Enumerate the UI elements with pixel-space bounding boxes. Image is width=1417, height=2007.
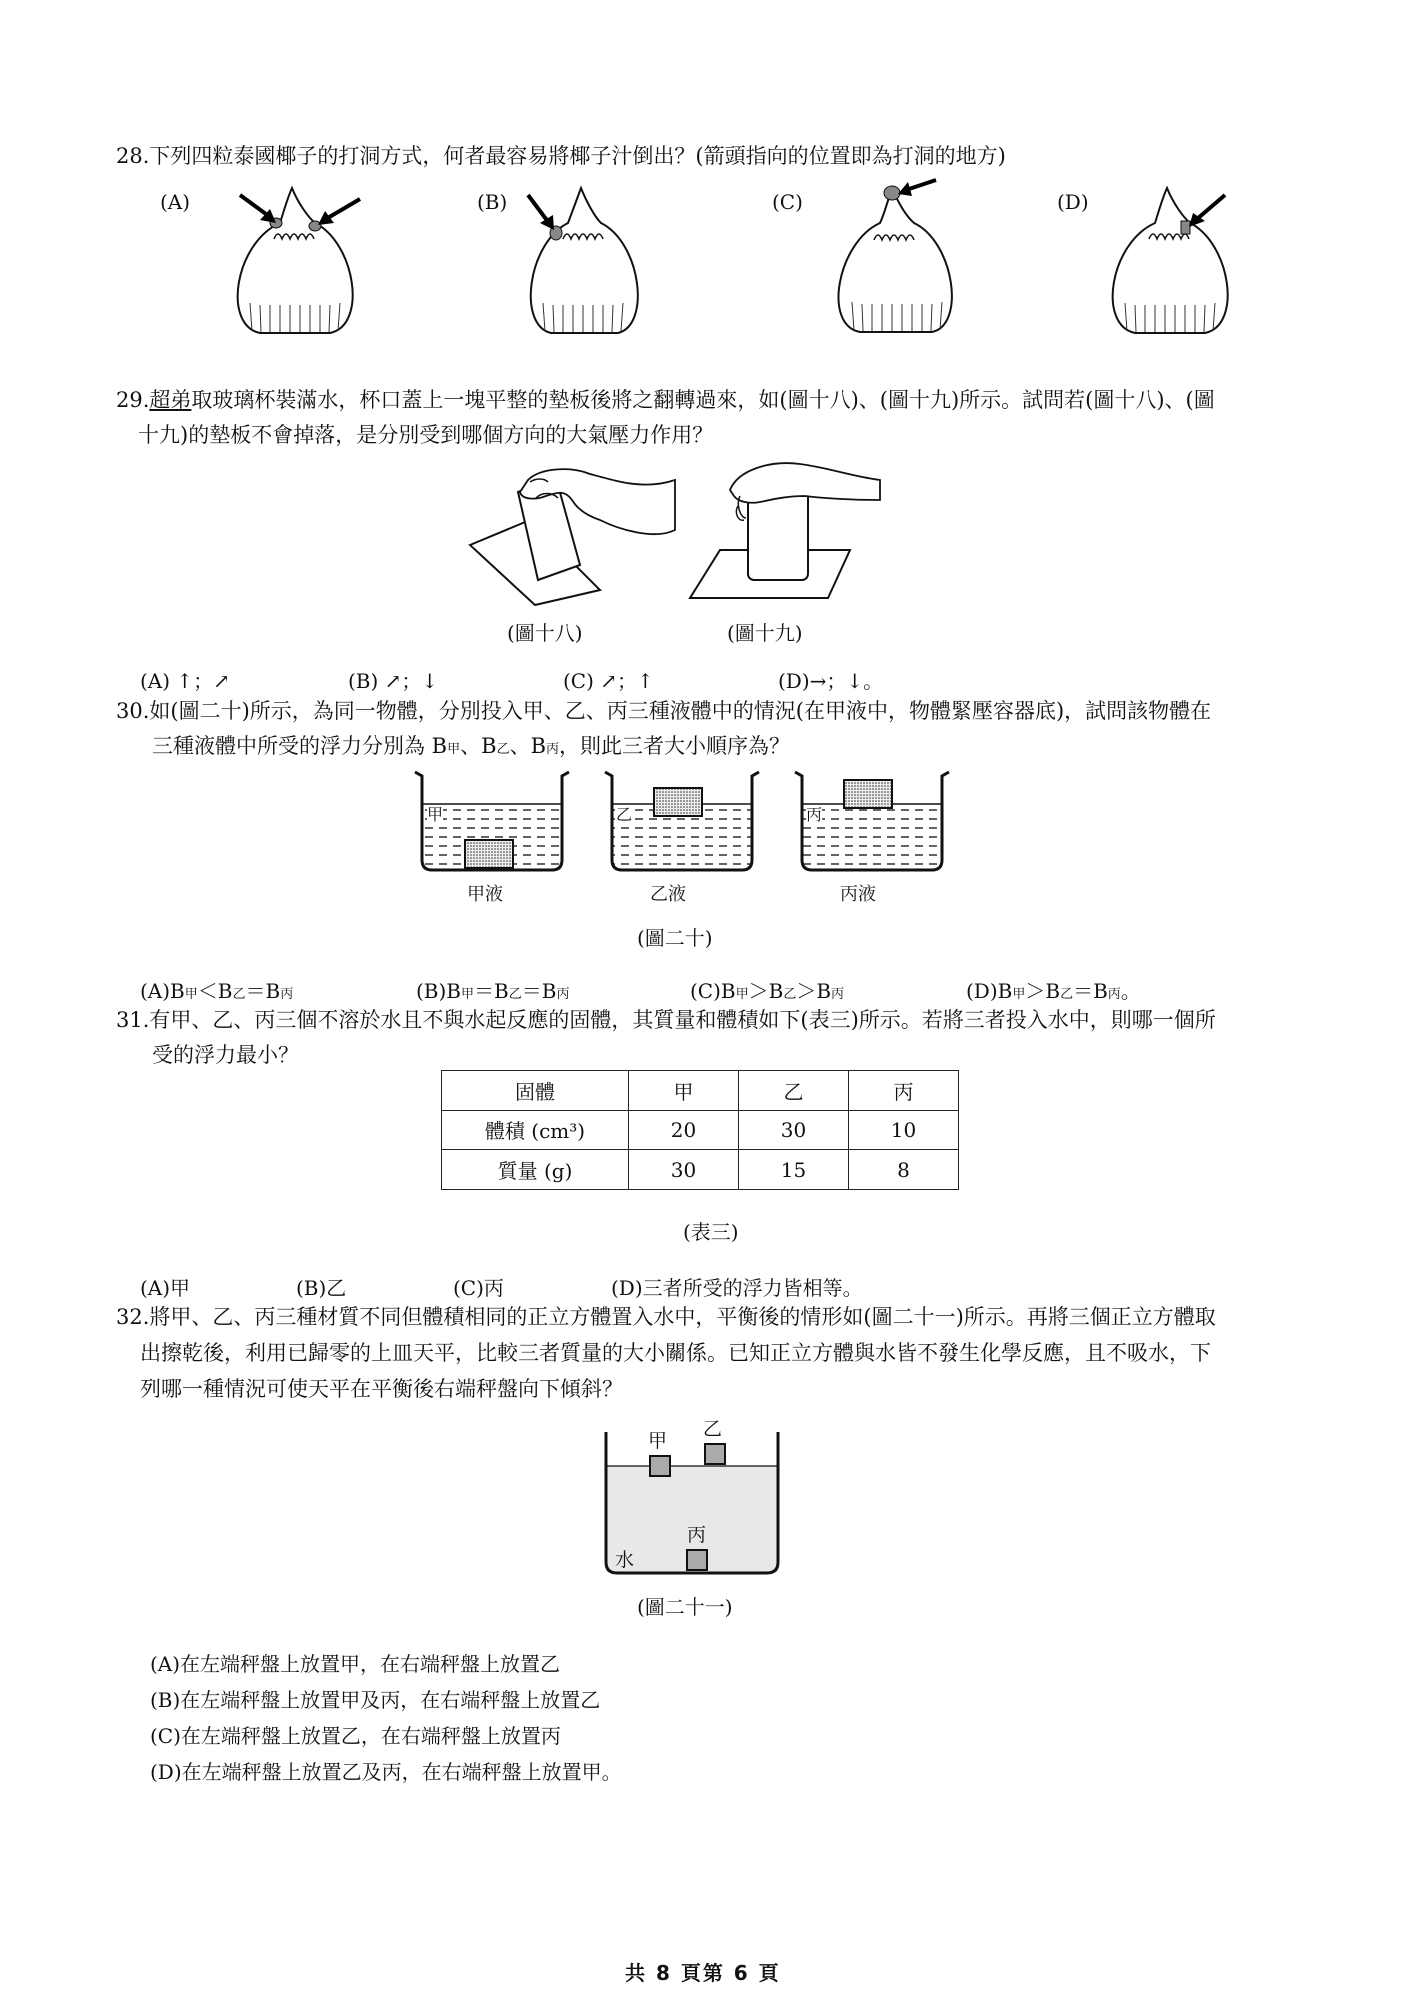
q30-option-c[interactable]: (C)B甲＞B乙＞B丙 [690,979,845,1003]
q32-option-a[interactable]: (A)在左端秤盤上放置甲，在右端秤盤上放置乙 [150,1652,561,1676]
coconut-a-figure [230,185,390,335]
water-label: 水 [615,1549,635,1571]
coconut-d-figure [1105,185,1265,335]
q29-option-a[interactable]: (A) ↑；↗ [140,669,230,693]
q30-line2: 三種液體中所受的浮力分別為 B甲、B乙、B丙，則此三者大小順序為？ [152,734,791,758]
table-3 [441,1070,959,1190]
table-row [442,1110,959,1150]
q32-line1: 32.將甲、乙、丙三種材質不同但體積相同的正立方體置入水中，平衡後的情形如(圖二十一)所示。再將三個正立方體取 [116,1305,1216,1329]
q29-option-d[interactable]: (D)→；↓。 [778,669,884,693]
table-header-cell: 甲 [629,1071,739,1111]
q30-option-a[interactable]: (A)B甲＜B乙＝B丙 [140,979,294,1003]
page-footer: 共 8 頁第 6 頁 [625,1961,781,1985]
fig18-caption: (圖十八) [507,621,583,645]
container-label-yi: 乙 [616,805,633,824]
q30-option-b[interactable]: (B)B甲＝B乙＝B丙 [416,979,570,1003]
q28-label-a: (A) [160,190,191,214]
q31-option-a[interactable]: (A)甲 [140,1276,191,1300]
table-cell: 15 [739,1150,849,1190]
q28-label-d: (D) [1057,190,1089,214]
table-cell: 20 [629,1110,739,1150]
q29-line1 [116,383,1215,417]
q32-line3: 列哪一種情況可使天平在平衡後右端秤盤向下傾斜？ [140,1377,623,1401]
table-cell: 體積 (cm³) [442,1110,629,1150]
table-cell: 8 [849,1150,959,1190]
q29-line1-text: 取玻璃杯裝滿水，杯口蓋上一塊平整的墊板後將之翻轉過來，如(圖十八)、(圖十九)所示。試問若(圖十八)、(圖 [191,388,1215,412]
liquid-label-yi: 乙液 [650,884,686,905]
table-row [442,1071,959,1111]
table-cell: 30 [629,1150,739,1190]
cube-label-yi: 乙 [703,1418,723,1440]
q30-option-d[interactable]: (D)B甲＞B乙＝B丙。 [966,979,1141,1003]
q32-option-d[interactable]: (D)在左端秤盤上放置乙及丙，在右端秤盤上放置甲。 [150,1760,622,1784]
q31-option-b[interactable]: (B)乙 [296,1276,347,1300]
q32-option-c[interactable]: (C)在左端秤盤上放置乙，在右端秤盤上放置丙 [150,1724,561,1748]
q30-line1: 30.如(圖二十)所示，為同一物體，分別投入甲、乙、丙三種液體中的情況(在甲液中，物體緊壓容器底)，試問該物體在 [116,699,1212,723]
q31-option-c[interactable]: (C)丙 [453,1276,504,1300]
coconut-c-figure [828,180,988,330]
q31-line1: 31.有甲、乙、丙三個不溶於水且不與水起反應的固體，其質量和體積如下(表三)所示。若將三者投入水中，則哪一個所 [116,1008,1216,1032]
q29-person-name: 超弟 [149,388,192,412]
coconut-b-figure [523,185,663,335]
table-header-cell: 乙 [739,1071,849,1111]
cube-label-jia: 甲 [648,1430,668,1452]
fig19-caption: (圖十九) [727,621,803,645]
q29-line2: 十九)的墊板不會掉落，是分別受到哪個方向的大氣壓力作用？ [138,423,714,447]
figure-19 [690,460,890,600]
liquid-label-jia: 甲液 [467,884,503,905]
fig21-caption: (圖二十一) [637,1595,733,1619]
container-label-jia: 甲 [427,805,444,824]
table-header-cell: 丙 [849,1071,959,1111]
q32-option-b[interactable]: (B)在左端秤盤上放置甲及丙，在右端秤盤上放置乙 [150,1688,601,1712]
cube-label-bing: 丙 [687,1524,707,1546]
q29-option-c[interactable]: (C) ↗；↑ [563,669,654,693]
table-header-cell: 固體 [442,1071,629,1111]
q31-option-d[interactable]: (D)三者所受的浮力皆相等。 [611,1276,863,1300]
q31-line2: 受的浮力最小？ [152,1043,299,1067]
fig20-caption: (圖二十) [637,926,713,950]
q28-text: 28.下列四粒泰國椰子的打洞方式，何者最容易將椰子汁倒出？(箭頭指向的位置即為打洞的地方) [116,144,1006,168]
table-cell: 30 [739,1110,849,1150]
table-row [442,1150,959,1190]
table-cell: 質量 (g) [442,1150,629,1190]
q28-label-c: (C) [772,190,803,214]
figure-18 [470,470,680,605]
table3-caption: (表三) [683,1220,739,1244]
q29-option-b[interactable]: (B) ↗；↓ [348,669,439,693]
table-cell: 10 [849,1110,959,1150]
figure-20-containers [410,770,980,880]
liquid-label-bing: 丙液 [840,884,876,905]
q32-line2: 出擦乾後，利用已歸零的上皿天平，比較三者質量的大小關係。已知正立方體與水皆不發生化學反應，且不吸水，下 [140,1341,1211,1365]
container-label-bing: 丙 [806,805,823,824]
q29-number: 29. [116,388,150,412]
q28-label-b: (B) [477,190,508,214]
